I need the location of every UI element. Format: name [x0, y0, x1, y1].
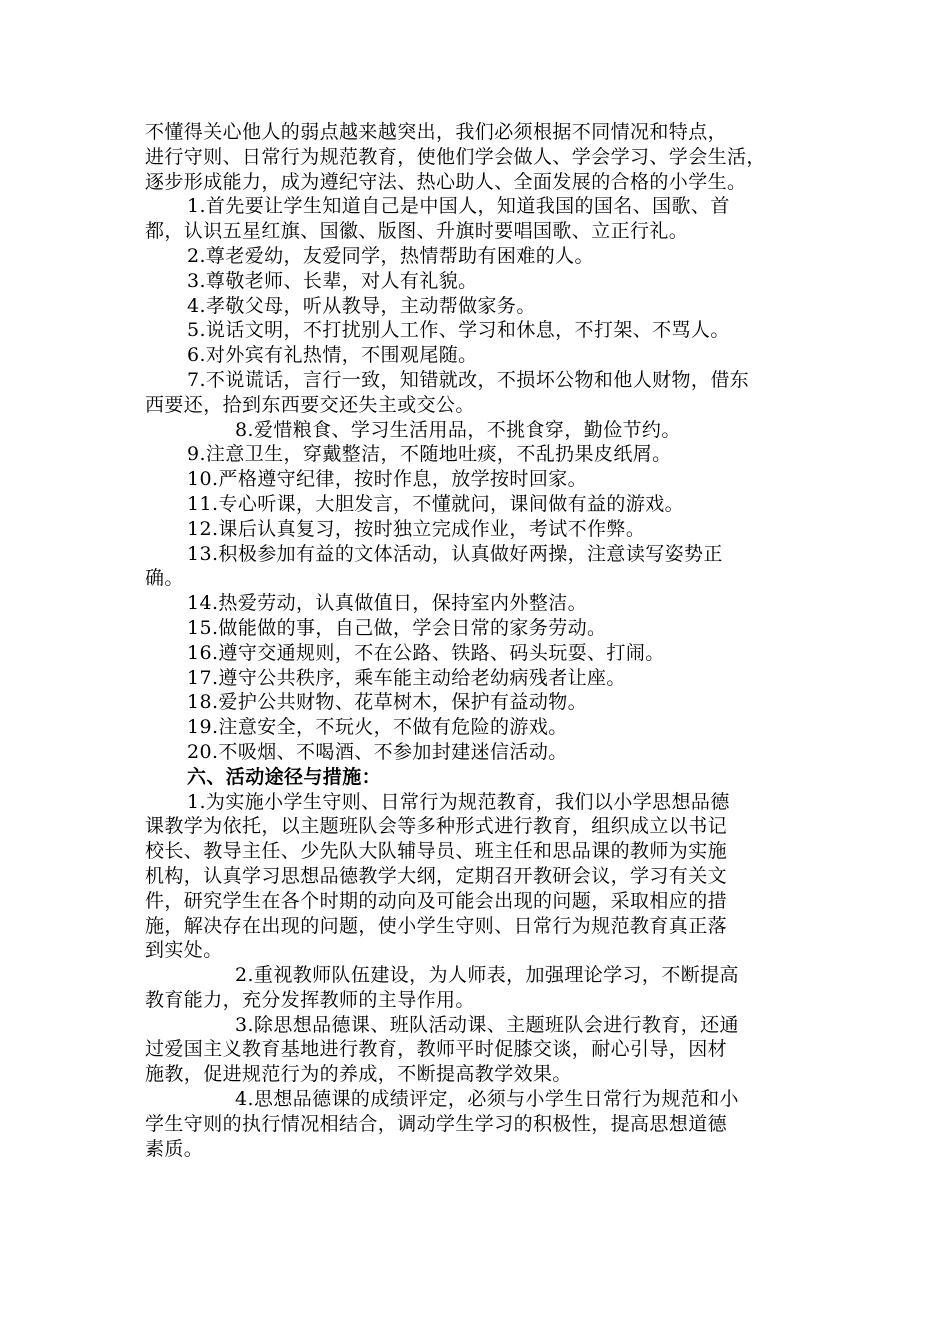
measure-item-3-cont: 施教，促进规范行为的养成，不断提高教学效果。: [145, 1063, 572, 1086]
measure-item-1-cont: 课教学为依托，以主题班队会等多种形式进行教育，组织成立以书记: [145, 815, 728, 838]
measure-item-4: 4.思想品德课的成绩评定，必须与小学生日常行为规范和小: [235, 1088, 739, 1111]
rule-item-3: 3.尊敬老师、长辈，对人有礼貌。: [187, 269, 478, 292]
rule-item-4: 4.孝敬父母，听从教导，主动帮做家务。: [187, 294, 536, 317]
rule-item-13: 13.积极参加有益的文体活动，认真做好两操，注意读写姿势正: [187, 542, 723, 565]
section-heading: 六、活动途径与措施：: [187, 765, 382, 788]
measure-item-1-cont: 到实处。: [145, 939, 223, 962]
measure-item-3-cont: 过爱国主义教育基地进行教育，教师平时促膝交谈，耐心引导，因材: [145, 1038, 728, 1061]
rule-item-17: 17.遵守公共秩序，乘车能主动给老幼病残者让座。: [187, 666, 626, 689]
rule-item-1: 1.首先要让学生知道自己是中国人，知道我国的国名、国歌、首: [187, 195, 730, 218]
rule-item-19: 19.注意安全，不玩火，不做有危险的游戏。: [187, 716, 568, 739]
rule-item-18: 18.爱护公共财物、花草树木，保护有益动物。: [187, 691, 588, 714]
measure-item-2: 2.重视教师队伍建设，为人师表，加强理论学习，不断提高: [235, 964, 739, 987]
rule-item-9: 9.注意卫生，穿戴整洁，不随地吐痰，不乱扔果皮纸屑。: [187, 443, 672, 466]
rule-item-13-cont: 确。: [145, 567, 184, 590]
text-line: 不懂得关心他人的弱点越来越突出，我们必须根据不同情况和特点，: [145, 121, 728, 143]
rule-item-5: 5.说话文明，不打扰别人工作、学习和休息，不打架、不骂人。: [187, 319, 730, 342]
rule-item-10: 10.严格遵守纪律，按时作息，放学按时回家。: [187, 468, 588, 491]
text-line: 进行守则、日常行为规范教育，使他们学会做人、学会学习、学会生活，: [145, 145, 766, 168]
rule-item-14: 14.热爱劳动，认真做值日，保持室内外整洁。: [187, 592, 588, 615]
measure-item-1: 1.为实施小学生守则、日常行为规范教育，我们以小学思想品德: [187, 790, 730, 813]
measures-list: [145, 790, 813, 1162]
rules-list: [145, 194, 813, 764]
measure-item-1-cont: 件，研究学生在各个时期的动向及可能会出现的问题，采取相应的措: [145, 889, 728, 912]
rule-item-8: 8.爱惜粮食、学习生活用品，不挑食穿，勤俭节约。: [235, 418, 681, 441]
rule-item-7: 7.不说谎话，言行一致，知错就改，不损坏公物和他人财物，借东: [187, 368, 750, 391]
measure-item-1-cont: 施，解决存在出现的问题，使小学生守则、日常行为规范教育真正落: [145, 914, 728, 937]
rule-item-15: 15.做能做的事，自己做，学会日常的家务劳动。: [187, 616, 607, 639]
rule-item-6: 6.对外宾有礼热情，不围观尾随。: [187, 344, 478, 367]
measure-item-2-cont: 教育能力，充分发挥教师的主导作用。: [145, 988, 475, 1011]
measure-item-1-cont: 机构，认真学习思想品德教学大纲，定期召开教研会议，学习有关文: [145, 864, 728, 887]
measure-item-4-cont: 学生守则的执行情况相结合，调动学生学习的积极性，提高思想道德: [145, 1112, 728, 1135]
rule-item-7-cont: 西要还，拾到东西要交还失主或交公。: [145, 393, 475, 416]
measure-item-3: 3.除思想品德课、班队活动课、主题班队会进行教育，还通: [235, 1013, 739, 1036]
measure-item-4-cont: 素质。: [145, 1137, 204, 1160]
rule-item-2: 2.尊老爱幼，友爱同学，热情帮助有困难的人。: [187, 244, 594, 267]
rule-item-16: 16.遵守交通规则，不在公路、铁路、码头玩耍、打闹。: [187, 641, 665, 664]
measure-item-1-cont: 校长、教导主任、少先队大队辅导员、班主任和思品课的教师为实施: [145, 840, 728, 863]
document-page: [145, 120, 813, 1161]
rule-item-1-cont: 都，认识五星红旗、国徽、版图、升旗时要唱国歌、立正行礼。: [145, 220, 689, 243]
rule-item-12: 12.课后认真复习，按时独立完成作业，考试不作弊。: [187, 517, 646, 540]
rule-item-20: 20.不吸烟、不喝酒、不参加封建迷信活动。: [187, 740, 568, 763]
rule-item-11: 11.专心听课，大胆发言，不懂就问，课间做有益的游戏。: [187, 492, 685, 515]
text-line: 逐步形成能力，成为遵纪守法、热心助人、全面发展的合格的小学生。: [145, 170, 747, 193]
intro-paragraph: [145, 120, 813, 194]
